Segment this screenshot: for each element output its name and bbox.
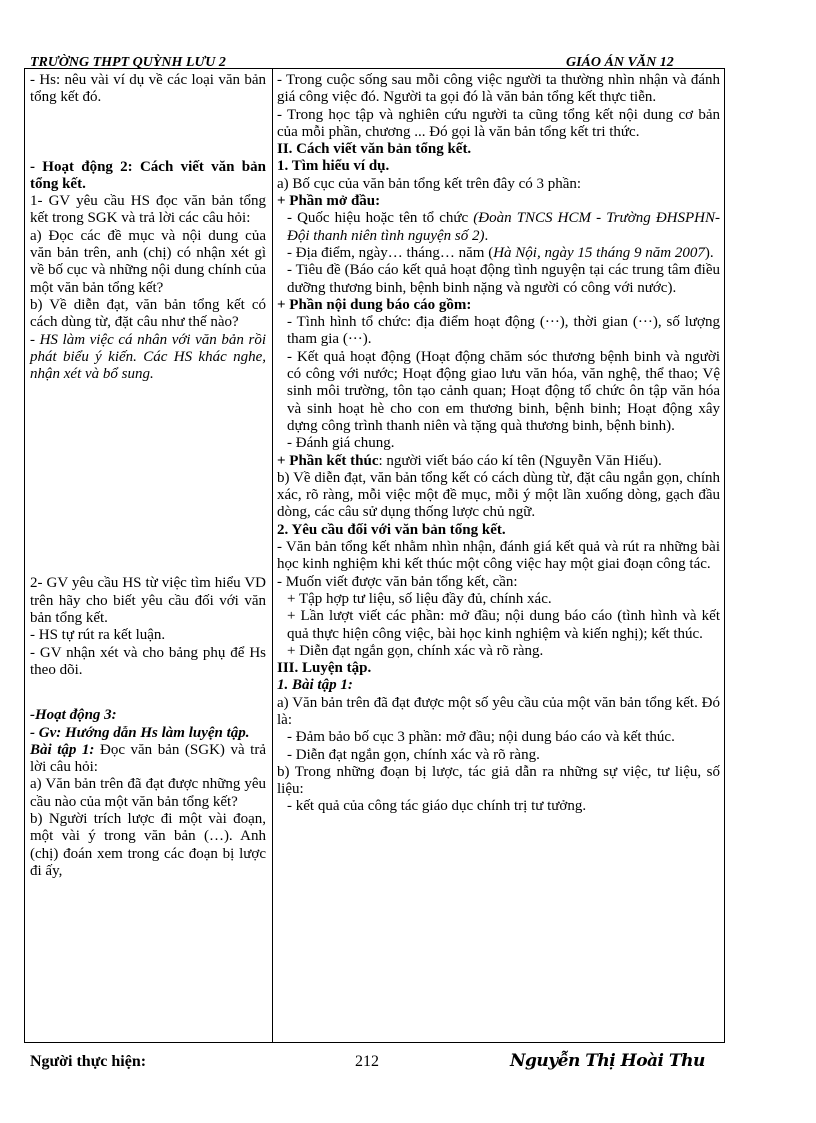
header-school: TRƯỜNG THPT QUỲNH LƯU 2	[30, 55, 226, 70]
right-line-tinh-hinh: - Tình hình tổ chức: địa điểm hoạt động (···), thời gian (···), số lượng tham gia (···).	[287, 314, 720, 348]
left-exercise-b: b) Người trích lược đi một vài đoạn, một vài ý trong văn bản (…). Anh (chị) đoán xem trong các đoạn bị lược đi ấy,	[30, 811, 266, 879]
author-label: Người thực hiện:	[30, 1053, 147, 1070]
page-number: 212	[355, 1053, 379, 1070]
right-line-danh-gia: - Đánh giá chung.	[287, 435, 395, 452]
right-line-tap-hop: + Tập hợp tư liệu, số liệu đầy đủ, chính xác.	[287, 590, 552, 607]
teacher-student-activities	[30, 72, 266, 880]
section-3-heading: III. Luyện tập.	[277, 660, 372, 677]
right-line-lan-luot: + Lần lượt viết các phần: mở đầu; nội dung báo cáo (tình hình và kết quả thực hiện công việc, bài học kinh nghiệm và kiến nghị); kết thúc.	[287, 608, 720, 642]
right-line-ngan-gon: - Diễn đạt ngắn gọn, chính xác và rõ ràng.	[287, 746, 540, 763]
left-question-a: a) Đọc các đề mục và nội dung của văn bản trên, anh (chị) có nhận xét gì về bố cục và những nội dung chính của một văn bản tổng kết?	[30, 227, 266, 296]
left-line-3: 1- GV yêu cầu HS đọc văn bản tổng kết trong SGK và trả lời các câu hỏi:	[30, 193, 266, 227]
subsection-1-heading: 1. Tìm hiểu ví dụ.	[277, 158, 390, 175]
left-question-b: b) Về diễn đạt, văn bản tổng kết có cách dùng từ, đặt câu như thế nào?	[30, 296, 266, 331]
right-line-5: a) Bố cục của văn bản tổng kết trên đây có 3 phần:	[277, 175, 582, 192]
section-2-heading: II. Cách viết văn bản tổng kết.	[277, 141, 472, 158]
author-signature: Nguyễn Thị Hoài Thu	[510, 1051, 705, 1071]
right-line-answer-b: b) Trong những đoạn bị lược, tác giả dẫn ra những sự việc, tư liệu, số liệu:	[277, 763, 720, 798]
column-divider	[272, 68, 273, 1043]
right-line-giao-duc: - kết quả của công tác giáo dục chính trị tư tưởng.	[287, 798, 587, 815]
right-line-quoc-hieu: - Quốc hiệu hoặc tên tổ chức (Đoàn TNCS HCM - Trường ĐHSPHN- Đội thanh niên tình nguyện số 2).	[287, 210, 720, 244]
right-line-answer-a: a) Văn bản trên đã đạt được một số yêu cầu của một văn bản tổng kết. Đó là:	[277, 694, 720, 728]
part-content-heading: + Phần nội dung báo cáo gồm:	[277, 296, 472, 313]
right-line-1: - Trong cuộc sống sau mỗi công việc người ta thường nhìn nhận và đánh giá công việc đó. Người ta gọi đó là văn bản tổng kết thực tiễn.	[277, 72, 720, 106]
right-line-ket-thuc: + Phần kết thúc: người viết báo cáo kí tên (Nguyễn Văn Hiếu).	[277, 452, 662, 469]
right-line-muc-dich: - Văn bản tổng kết nhằm nhìn nhận, đánh giá kết quả và rút ra những bài học kinh nghiệm khi kết thúc một công việc hay một giai đoạn công tác.	[277, 539, 720, 573]
activity-3-heading: -Hoạt động 3:	[30, 707, 117, 724]
right-line-dien-dat-2: + Diễn đạt ngắn gọn, chính xác và rõ ràng.	[287, 642, 544, 659]
header-title: GIÁO ÁN VĂN 12	[566, 55, 674, 70]
right-line-tieu-de: - Tiêu đề (Báo cáo kết quả hoạt động tình nguyện tại các trung tâm điều dưỡng thương binh, bệnh binh nặng và người có công với nước).	[287, 262, 720, 296]
left-exercise-a: a) Văn bản trên đã đạt được những yêu cầu nào của một văn bản tổng kết?	[30, 776, 266, 810]
exercise-1-heading: 1. Bài tập 1:	[277, 677, 353, 694]
right-line-dien-dat: b) Về diễn đạt, văn bản tổng kết có cách dùng từ, đặt câu ngắn gọn, chính xác, rõ ràng, mỗi việc một đề mục, mỗi ý một lần xuống dòng, gạch đầu dòng, các câu sử dụng thống lược chủ ngữ.	[277, 469, 720, 521]
exercise-1-text: Đọc văn bản (SGK) và trả lời câu hỏi:	[30, 741, 266, 776]
activity-2-heading: - Hoạt động 2: Cách viết văn bản tổng kết.	[30, 158, 266, 192]
left-line-7: 2- GV yêu cầu HS từ việc tìm hiểu VD trên hãy cho biết yêu cầu đối với văn bản tổng kết.	[30, 575, 266, 627]
right-line-bo-cuc: - Đảm bảo bố cục 3 phần: mở đầu; nội dung báo cáo và kết thúc.	[287, 729, 675, 746]
right-line-2: - Trong học tập và nghiên cứu người ta cũng tổng kết nội dung cơ bản của mỗi phần, chương ... Đó gọi là văn bản tổng kết tri thức.	[277, 106, 720, 140]
left-line-11: - Gv: Hướng dẫn Hs làm luyện tập.	[30, 724, 250, 741]
left-line-1: - Hs: nêu vài ví dụ về các loại văn bản tổng kết đó.	[30, 72, 266, 106]
left-line-8: - HS tự rút ra kết luận.	[30, 627, 166, 644]
part-opening-heading: + Phần mở đầu:	[277, 193, 381, 210]
right-line-ket-qua: - Kết quả hoạt động (Hoạt động chăm sóc thương bệnh binh và người có công với nước; Hoạt động giao lưu văn hóa, văn nghệ, thể thao; Vệ sinh môi trường, tôn tạo cảnh quan; Hoạt động tổ chức ôn tập văn hóa và sinh hoạt hè cho con em thương binh, bệnh binh; Hoạt động xây dựng công trình thanh niên và tặng quà thương binh, bệnh binh).	[287, 348, 720, 434]
subsection-2-heading: 2. Yêu cầu đối với văn bản tổng kết.	[277, 521, 506, 538]
right-line-muon-viet: - Muốn viết được văn bản tổng kết, cần:	[277, 573, 518, 590]
left-hs-work: - HS làm việc cá nhân với văn bản rồi phát biểu ý kiến. Các HS khác nghe, nhận xét và bổ sung.	[30, 331, 266, 383]
exercise-1-line	[30, 742, 266, 777]
lesson-content	[277, 72, 720, 816]
right-line-dia-diem: - Địa điểm, ngày… tháng… năm (Hà Nội, ngày 15 tháng 9 năm 2007).	[287, 244, 714, 261]
exercise-1-label: Bài tập 1:	[30, 741, 95, 758]
left-line-9: - GV nhận xét và cho bảng phụ để Hs theo dõi.	[30, 644, 266, 678]
